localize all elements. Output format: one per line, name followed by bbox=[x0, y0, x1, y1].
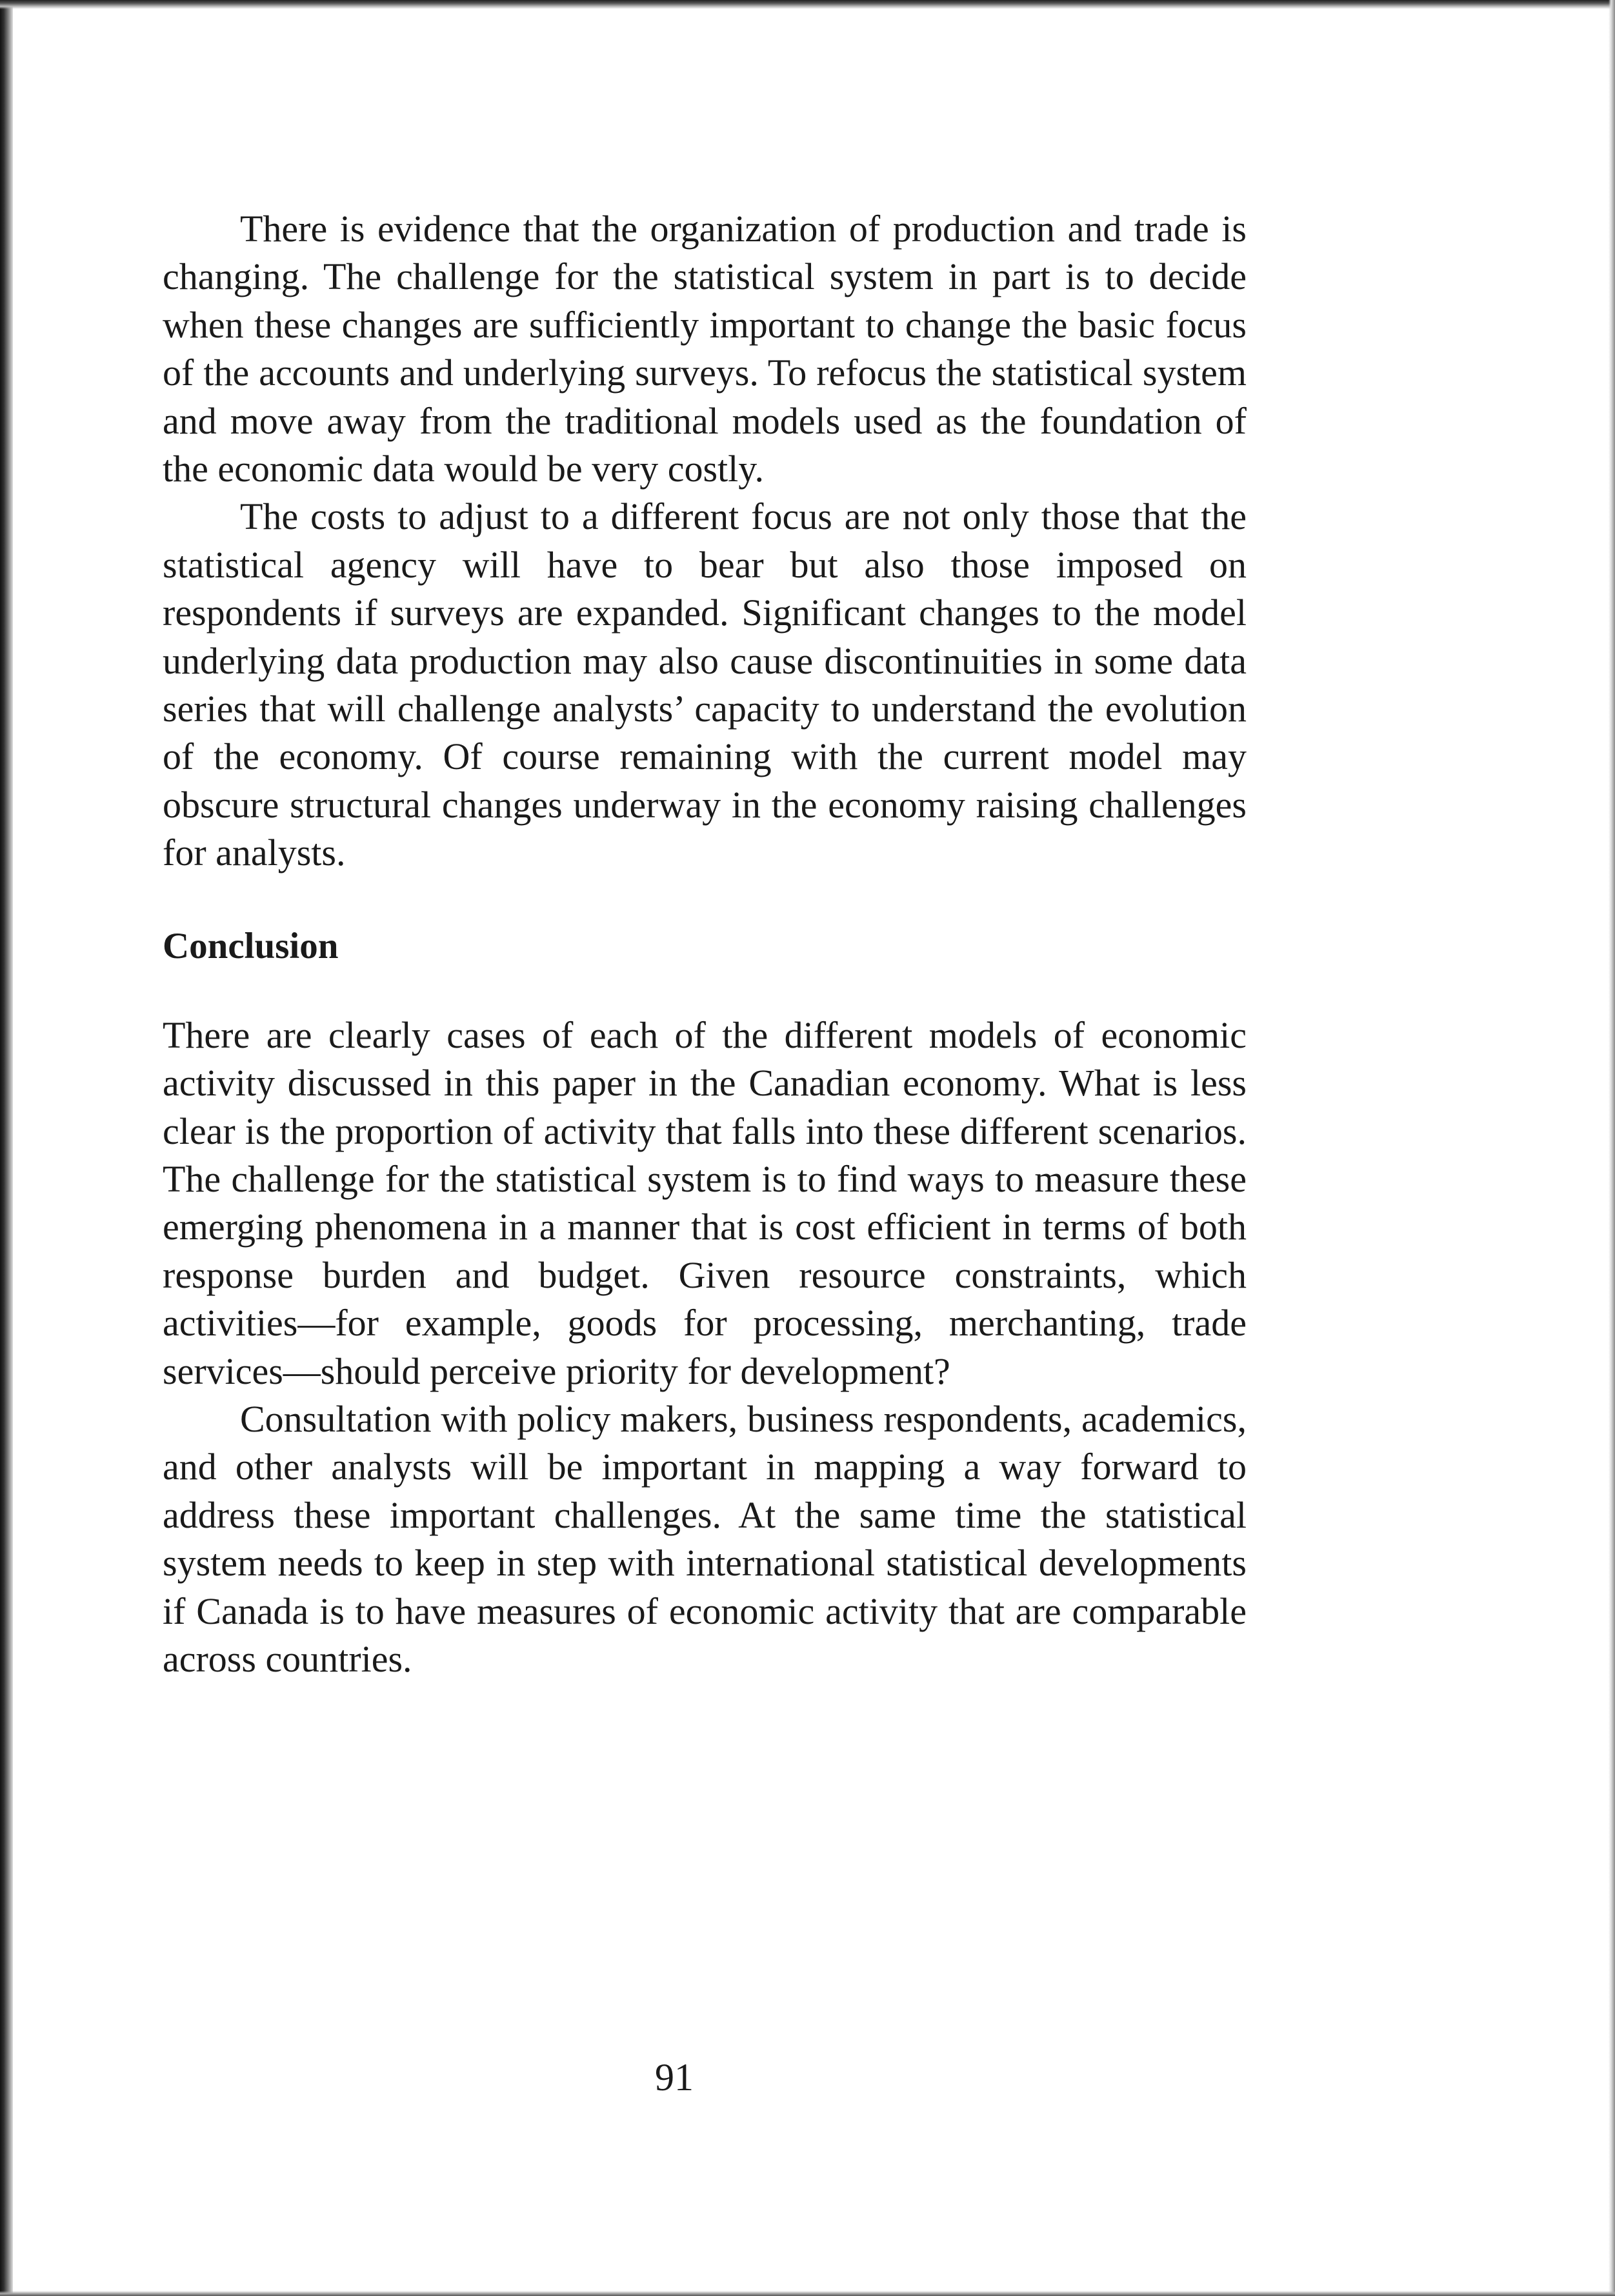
scan-edge-left bbox=[0, 0, 13, 2296]
paragraph-costs-to-adjust: The costs to adjust to a different focus are not only those that the statistical agency will have to bear but also those imposed on respondents if surveys are expanded. Significant changes to the model underlying data production may also cause discontinuities in some data series that will challenge analysts’ capacity to understand the evolution of the economy. Of course remaining with the current model may obscure structural changes underway in the economy raising challenges for analysts. bbox=[163, 495, 1247, 874]
scan-edge-right bbox=[1609, 0, 1615, 2296]
paragraph-organization-of-production: There is evidence that the organization of production and trade is changing. The challenge for the statistical system in part is to decide when these changes are sufficiently important to change the basic focus of the accounts and underlying surveys. To refocus the statistical system and move away from the traditional models used as the foundation of the economic data would be very costly. bbox=[163, 208, 1247, 490]
paragraph-conclusion-consultation: Consultation with policy makers, business respondents, academics, and other analysts will be important in mapping a way forward to address these important challenges. At the same time the statistical system needs to keep in step with international statistical developments if Canada is to have measures of economic activity that are comparable across countries. bbox=[163, 1397, 1247, 1680]
page-number: 91 bbox=[655, 2056, 694, 2099]
section-heading-conclusion: Conclusion bbox=[163, 925, 339, 966]
scan-edge-top bbox=[0, 0, 1615, 9]
scan-edge-bottom bbox=[0, 2291, 1615, 2296]
paragraph-conclusion-models: There are clearly cases of each of the different models of economic activity discussed in this paper in the Canadian economy. What is less clear is the proportion of activity that falls into these different scenarios. The challenge for the statistical system is to find ways to measure these emerging phenomena in a manner that is cost efficient in terms of both response burden and budget. Given resource constraints, which activities—for example, goods for processing, merchanting, trade services—should perceive priority for development? bbox=[163, 1013, 1247, 1392]
page-body bbox=[163, 205, 1247, 1683]
